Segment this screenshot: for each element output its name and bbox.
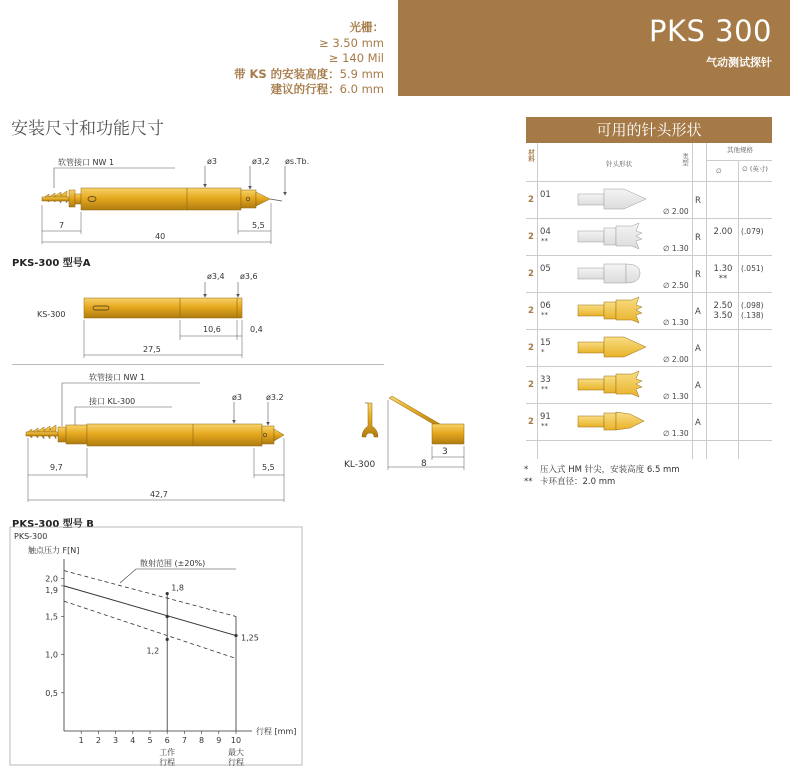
table-row [526, 219, 772, 256]
data-label: 1,2 [146, 646, 160, 656]
dim-0-4: 0,4 [250, 325, 263, 334]
x-tick-label: 2 [95, 736, 101, 745]
row-material: 2 [528, 269, 534, 279]
table-row [526, 367, 772, 404]
x-axis-label: 行程 [mm] [256, 727, 297, 736]
row-id: 01 [540, 190, 551, 200]
label-d32-a: ø3,2 [252, 157, 270, 166]
row-id: 05 [540, 264, 551, 274]
tip-shape-icon [576, 185, 666, 213]
table-divider [537, 143, 538, 459]
page-subtitle: 气动测试探针 [706, 56, 772, 69]
table-row [526, 256, 772, 293]
row-id: 04 [540, 227, 551, 237]
series-line-1 [64, 583, 236, 636]
row-mark: ** [541, 422, 548, 430]
x-tick-label: 8 [199, 736, 205, 745]
label-d34: ø3,4 [207, 272, 225, 281]
row-type: A [695, 418, 701, 428]
kl300-drawing [362, 396, 464, 470]
table-column-header [526, 143, 772, 182]
stroke-marker-label: 最大 [228, 748, 244, 757]
caption-type-a: PKS-300 型号A [12, 258, 91, 269]
dim-5-5-a: 5,5 [252, 221, 265, 230]
row-mark: ** [541, 385, 548, 393]
dim-40: 40 [155, 232, 166, 241]
dim-27-5: 27,5 [143, 345, 161, 354]
row-mark: ** [541, 237, 548, 245]
spec-line-height: 带 KS 的安装高度：5.9 mm [233, 66, 384, 81]
row-type: R [695, 196, 701, 206]
row-inch: (.051) [741, 264, 764, 273]
row-type: A [695, 381, 701, 391]
y-tick-label: 1,5 [45, 612, 58, 622]
row-material: 2 [528, 306, 534, 316]
table-divider [692, 143, 693, 459]
dim-5-5-b: 5,5 [262, 463, 275, 472]
col-material: 材料 [527, 149, 535, 162]
x-tick-label: 5 [147, 736, 153, 745]
data-point [166, 638, 169, 641]
row-other: 2.00 [713, 227, 733, 237]
label-d36: ø3,6 [240, 272, 258, 281]
label-kl300: KL-300 [344, 460, 376, 470]
col-other: 其他规格 [727, 146, 753, 154]
row-other: 2.50 3.50 [713, 301, 733, 321]
row-mark: * [541, 348, 545, 356]
x-tick-label: 7 [181, 736, 187, 745]
row-id: 15 [540, 338, 551, 348]
row-material: 2 [528, 232, 534, 242]
row-diameter: ∅ 1.30 [663, 429, 689, 438]
label-hose-a: 软管接口 NW 1 [58, 158, 115, 167]
y-tick-label: 2,0 [45, 574, 58, 584]
x-tick-label: 1 [78, 736, 84, 745]
data-label: 1,8 [171, 583, 184, 593]
label-d3-a: ø3 [207, 157, 217, 166]
data-point [166, 592, 169, 595]
label-d3-b: ø3 [232, 393, 242, 402]
row-diameter: ∅ 1.30 [663, 318, 689, 327]
row-id: 33 [540, 375, 551, 385]
tip-shape-icon [576, 333, 666, 361]
tip-shape-icon [576, 407, 666, 435]
tip-shape-icon [576, 296, 666, 324]
row-inch: (.098) (.138) [741, 301, 764, 320]
data-point [234, 634, 237, 637]
stroke-marker-label: 工作 [159, 748, 176, 757]
table-row [526, 182, 772, 219]
x-tick-label: 3 [113, 736, 119, 745]
row-material: 2 [528, 380, 534, 390]
spec-line-raster: 光栅： [349, 20, 384, 34]
label-hose-b: 软管接口 NW 1 [89, 373, 146, 382]
dim-9-7: 9,7 [50, 463, 63, 472]
caption-type-b: PKS-300 型号 B [12, 519, 94, 530]
y-tick-label: 1,0 [45, 650, 58, 660]
stroke-marker-label: 行程 [228, 758, 244, 767]
table-row [526, 293, 772, 330]
scatter-leader [120, 569, 236, 583]
table-divider [706, 160, 772, 161]
dim-10-6: 10,6 [203, 325, 221, 334]
table-row [526, 330, 772, 367]
table-divider [738, 160, 739, 459]
section-title: 安装尺寸和功能尺寸 [11, 119, 164, 139]
row-material: 2 [528, 195, 534, 205]
label-conn-b: 接口 KL-300 [89, 397, 136, 406]
data-label: 1,25 [241, 633, 259, 643]
row-type: A [695, 307, 701, 317]
footnote-1: * 压入式 HM 针尖，安装高度 6.5 mm [524, 465, 680, 475]
y-axis-label: 触点压力 F[N] [28, 546, 80, 555]
x-tick-label: 10 [230, 736, 242, 745]
col-type: 类型 [681, 153, 689, 166]
row-diameter: ∅ 1.30 [663, 244, 689, 253]
row-diameter: ∅ 2.00 [663, 355, 689, 364]
dim-3: 3 [442, 447, 448, 457]
row-type: R [695, 233, 701, 243]
row-diameter: ∅ 2.50 [663, 281, 689, 290]
label-dstb-a: øs.Tb. [285, 157, 310, 166]
ks300-drawing [84, 282, 242, 358]
tip-shape-icon [576, 222, 666, 250]
force-stroke-chart [0, 525, 320, 770]
spec-line-mm: ≥ 3.50 mm [319, 35, 384, 50]
x-tick-label: 6 [164, 736, 170, 745]
x-tick-label: 9 [216, 736, 222, 745]
col-diam: ∅ [716, 167, 722, 175]
row-type: A [695, 344, 701, 354]
table-divider [706, 143, 707, 459]
chart-title: PKS-300 [14, 532, 48, 541]
dim-7: 7 [59, 221, 65, 230]
label-ks300: KS-300 [37, 310, 66, 319]
spec-line-mil: ≥ 140 Mil [328, 51, 384, 65]
col-shape: 针头形状 [606, 160, 632, 168]
probe-drawing-b [26, 383, 284, 502]
row-inch: (.079) [741, 227, 764, 236]
row-diameter: ∅ 1.30 [663, 392, 689, 401]
dim-8: 8 [421, 459, 427, 469]
tip-shape-icon [576, 259, 666, 287]
row-other: 1.30 ** [713, 264, 733, 284]
col-inch: ∅ (英寸) [742, 165, 768, 173]
label-d32-b: ø3.2 [266, 393, 284, 402]
table-title: 可用的针头形状 [526, 117, 772, 143]
page-title: PKS 300 [649, 14, 772, 48]
data-point [166, 615, 169, 618]
y-tick-label: 0,5 [45, 688, 58, 698]
scatter-range-label: 散射范围 (±20%) [140, 559, 206, 568]
tip-shape-icon [576, 370, 666, 398]
dim-42-7: 42,7 [150, 490, 168, 499]
y-tick-label: 1,9 [45, 585, 58, 595]
row-material: 2 [528, 343, 534, 353]
row-type: R [695, 270, 701, 280]
stroke-marker-label: 行程 [159, 758, 176, 767]
row-diameter: ∅ 2.00 [663, 207, 689, 216]
section-divider [12, 364, 384, 365]
footnote-2: ** 卡环直径：2.0 mm [524, 477, 616, 487]
row-material: 2 [528, 417, 534, 427]
row-id: 06 [540, 301, 551, 311]
spec-line-stroke: 建议的行程：6.0 mm [270, 82, 384, 96]
table-row [526, 404, 772, 441]
row-mark: ** [541, 311, 548, 319]
row-id: 91 [540, 412, 551, 422]
x-tick-label: 4 [130, 736, 136, 745]
